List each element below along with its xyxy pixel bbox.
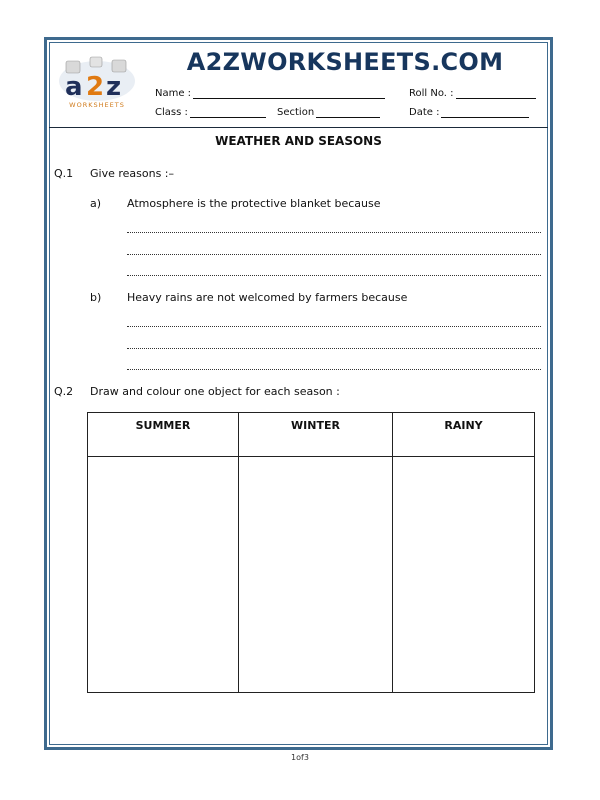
sheet-title: WEATHER AND SEASONS: [215, 134, 382, 148]
name-field[interactable]: [155, 88, 385, 99]
column-header-rainy: RAINY: [393, 413, 535, 457]
q1a-answer-line-3[interactable]: [127, 275, 541, 276]
date-field[interactable]: [409, 107, 529, 118]
page-number: 1of3: [291, 753, 309, 762]
drawing-area-summer[interactable]: [88, 457, 239, 693]
q1a-answer-line-2[interactable]: [127, 254, 541, 255]
seasons-table: [87, 412, 535, 693]
header-divider: [49, 127, 548, 128]
name-line: [193, 88, 385, 99]
column-header-summer: SUMMER: [88, 413, 239, 457]
q1b-answer-line-2[interactable]: [127, 348, 541, 349]
name-label: Name :: [155, 88, 192, 99]
section-field[interactable]: [277, 107, 380, 118]
class-field[interactable]: [155, 107, 266, 118]
date-label: Date :: [409, 107, 440, 118]
svg-text:z: z: [106, 72, 122, 102]
q2-number: Q.2: [54, 385, 74, 398]
q1b-label: b): [90, 291, 102, 304]
q1-number: Q.1: [54, 167, 74, 180]
drawing-area-rainy[interactable]: [393, 457, 535, 693]
class-label: Class :: [155, 107, 188, 118]
q1a-text: Atmosphere is the protective blanket because: [127, 197, 381, 210]
site-title: A2ZWORKSHEETS.COM: [186, 48, 504, 76]
svg-text:2: 2: [86, 72, 105, 102]
svg-text:WORKSHEETS: WORKSHEETS: [69, 101, 125, 109]
q1b-answer-line-3[interactable]: [127, 369, 541, 370]
a2z-worksheets-logo: [56, 55, 138, 110]
section-line: [316, 107, 380, 118]
section-label: Section: [277, 107, 315, 118]
class-line: [190, 107, 266, 118]
drawing-area-winter[interactable]: [239, 457, 393, 693]
q1a-answer-line-1[interactable]: [127, 232, 541, 233]
svg-text:a: a: [65, 72, 83, 102]
q1-prompt: Give reasons :–: [90, 167, 175, 180]
q2-prompt: Draw and colour one object for each season :: [90, 385, 340, 398]
column-header-winter: WINTER: [239, 413, 393, 457]
q1b-answer-line-1[interactable]: [127, 326, 541, 327]
date-line: [441, 107, 529, 118]
roll-no-label: Roll No. :: [409, 88, 454, 99]
roll-no-line: [456, 88, 536, 99]
roll-no-field[interactable]: [409, 88, 536, 99]
q1a-label: a): [90, 197, 102, 210]
q1b-text: Heavy rains are not welcomed by farmers because: [127, 291, 408, 304]
